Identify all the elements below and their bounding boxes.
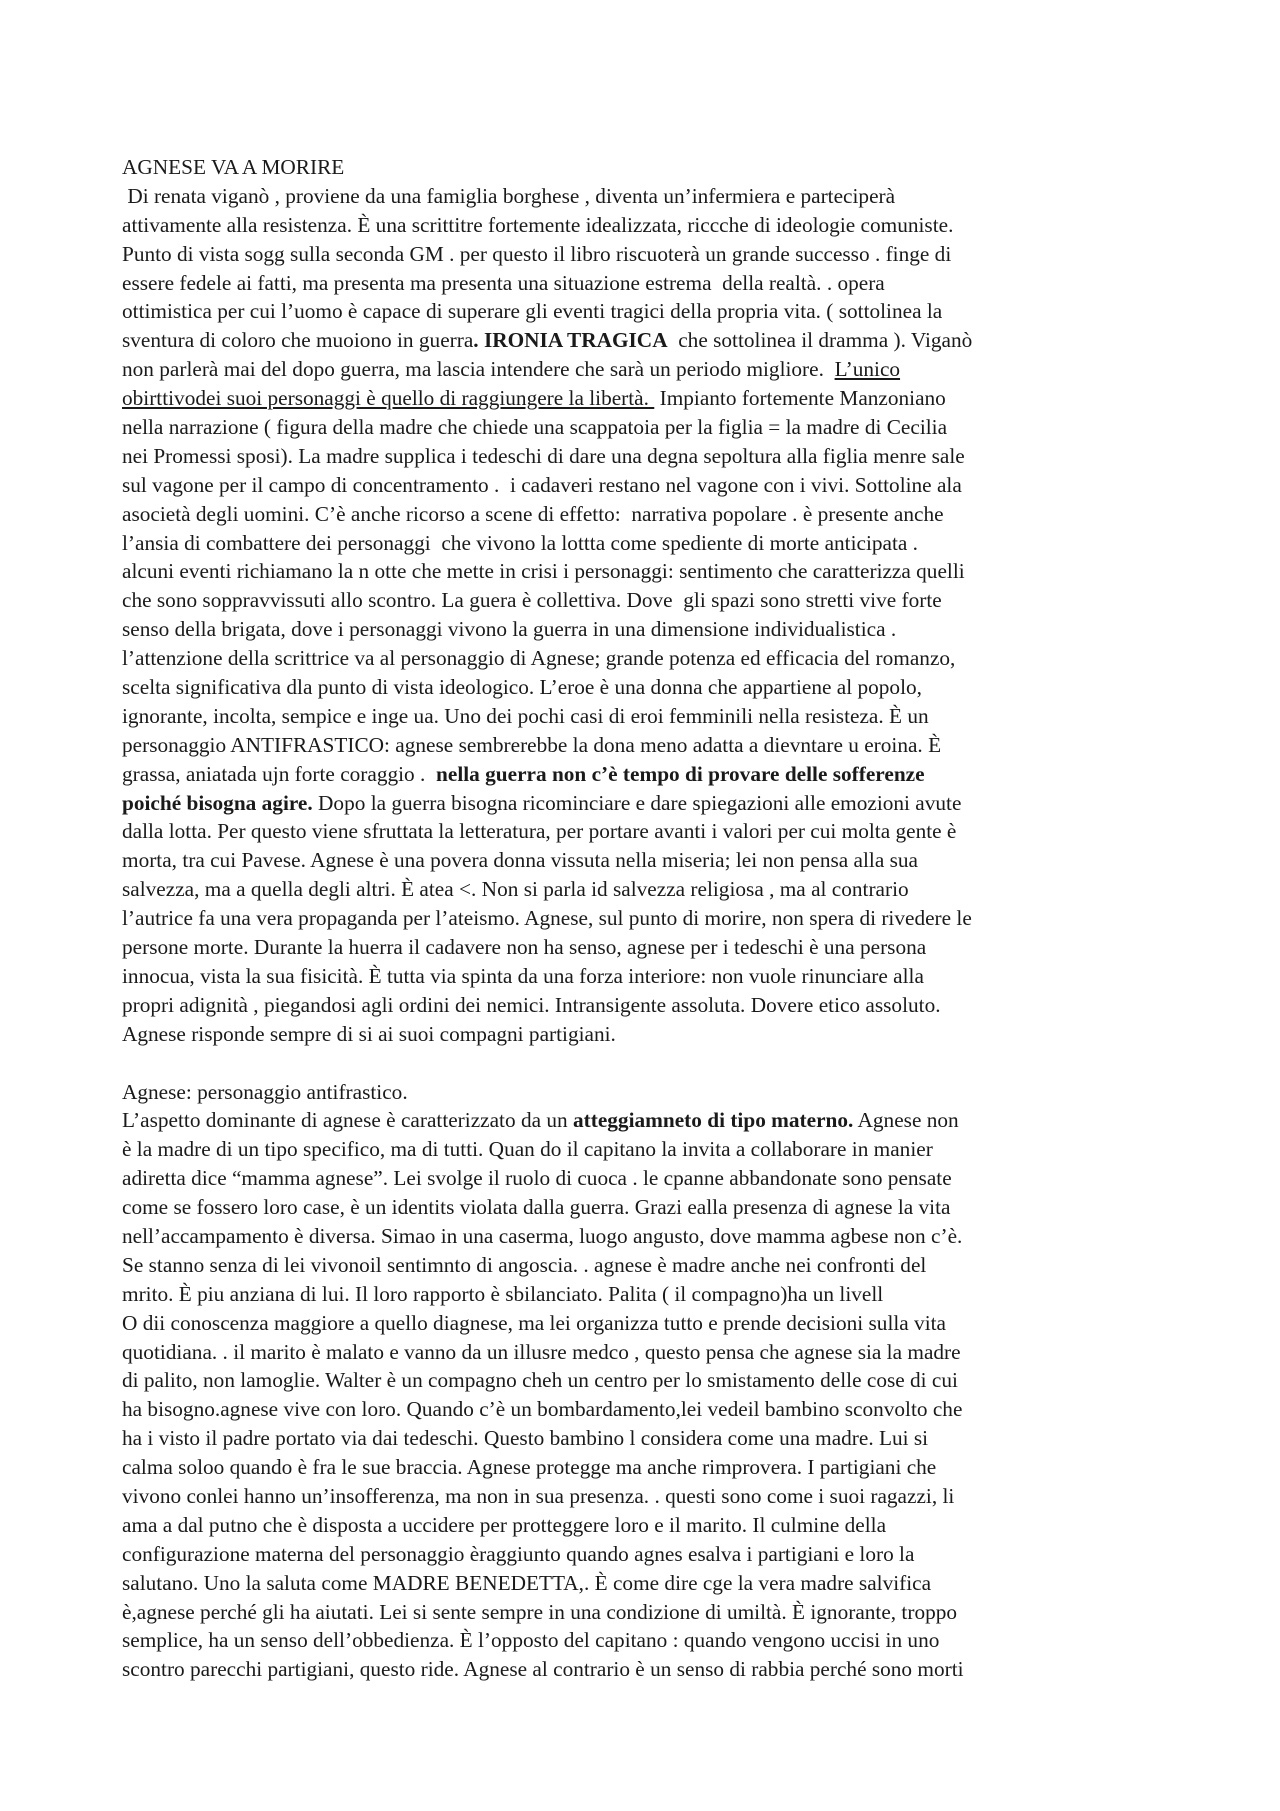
text-line: dalla lotta. Per questo viene sfruttata la letteratura, per portare avanti i valori per cui molta gente è bbox=[122, 819, 957, 844]
text-line: di palito, non lamoglie. Walter è un compagno cheh un centro per lo smistamento delle cose di cui bbox=[122, 1368, 958, 1393]
text-run: Impianto fortemente Manzoniano bbox=[654, 386, 946, 411]
document-body bbox=[122, 153, 1158, 1684]
text-run: L’aspetto dominante di agnese è caratterizzato da un bbox=[122, 1108, 573, 1133]
text-line: senso della brigata, dove i personaggi vivono la guerra in una dimensione individualistica . bbox=[122, 617, 897, 642]
text-line: scontro parecchi partigiani, questo ride. Agnese al contrario è un senso di rabbia perché sono morti bbox=[122, 1657, 964, 1682]
text-line: salvezza, ma a quella degli altri. È atea <. Non si parla id salvezza religiosa , ma al contrario bbox=[122, 877, 909, 902]
text-line: nell’accampamento è diversa. Simao in una caserma, luogo angusto, dove mamma agbese non c’è. bbox=[122, 1223, 963, 1248]
text-run: Dopo la guerra bisogna ricominciare e dare spiegazioni alle emozioni avute bbox=[312, 790, 962, 815]
text-line bbox=[122, 355, 1158, 384]
text-line: quotidiana. . il marito è malato e vanno da un illusre medco , questo pensa che agnese sia la madre bbox=[122, 1339, 961, 1364]
text-line: personaggio ANTIFRASTICO: agnese sembrerebbe la dona meno adatta a dievntare u eroina. È bbox=[122, 732, 942, 757]
text-line bbox=[122, 384, 1158, 413]
text-line: è,agnese perché gli ha aiutati. Lei si sente sempre in una condizione di umiltà. È ignorante, troppo bbox=[122, 1599, 958, 1624]
text-line: mrito. È piu anziana di lui. Il loro rapporto è sbilanciato. Palita ( il compagno)ha un livell bbox=[122, 1281, 884, 1306]
text-line: scelta significativa dla punto di vista ideologico. L’eroe è una donna che appartiene al popolo, bbox=[122, 675, 922, 700]
bold-phrase-ironia-tragica: . IRONIA TRAGICA bbox=[473, 328, 668, 353]
text-line: semplice, ha un senso dell’obbedienza. È l’opposto del capitano : quando vengono uccisi in uno bbox=[122, 1628, 940, 1653]
text-line: calma soloo quando è fra le sue braccia. Agnese protegge ma anche rimprovera. I partigiani che bbox=[122, 1455, 937, 1480]
text-line: Di renata viganò , proviene da una famiglia borghese , diventa un’infermiera e parteciperà bbox=[122, 183, 896, 208]
text-line: Agnese risponde sempre di si ai suoi compagni partigiani. bbox=[122, 1021, 616, 1046]
text-run: sventura di coloro che muoiono in guerra bbox=[122, 328, 474, 353]
text-run: non parlerà mai del dopo guerra, ma lascia intendere che sarà un periodo migliore. bbox=[122, 357, 835, 382]
text-run: Agnese non bbox=[853, 1108, 959, 1133]
text-line: alcuni eventi richiamano la n otte che mette in crisi i personaggi: sentimento che caratterizza quelli bbox=[122, 559, 965, 584]
text-line: nella narrazione ( figura della madre che chiede una scappatoia per la figlia = la madre di Cecilia bbox=[122, 415, 948, 440]
text-line: ha i visto il padre portato via dai tedeschi. Questo bambino l considera come una madre. Lui si bbox=[122, 1426, 929, 1451]
text-line: l’autrice fa una vera propaganda per l’ateismo. Agnese, sul punto di morire, non spera di rivedere le bbox=[122, 906, 972, 931]
text-line: asocietà degli uomini. C’è anche ricorso a scene di effetto: narrativa popolare . è presente anche bbox=[122, 501, 944, 526]
text-line: propri adignità , piegandosi agli ordini dei nemici. Intransigente assoluta. Dovere etico assoluto. bbox=[122, 992, 941, 1017]
text-line: Se stanno senza di lei vivonoil sentimnto di angoscia. . agnese è madre anche nei confronti del bbox=[122, 1252, 927, 1277]
section-heading: Agnese: personaggio antifrastico. bbox=[122, 1079, 408, 1104]
text-line: è la madre di un tipo specifico, ma di tutti. Quan do il capitano la invita a collaborare in manier bbox=[122, 1137, 933, 1162]
text-line: ignorante, incolta, sempice e inge ua. Uno dei pochi casi di eroi femminili nella resisteza. È un bbox=[122, 703, 929, 728]
text-line: nei Promessi sposi). La madre supplica i tedeschi di dare una degna sepoltura alla figlia menre sale bbox=[122, 443, 965, 468]
text-run: grassa, aniatada ujn forte coraggio . bbox=[122, 761, 437, 786]
text-line: ama a dal putno che è disposta a uccidere per protteggere loro e il marito. Il culmine della bbox=[122, 1512, 887, 1537]
text-line: come se fossero loro case, è un identits violata dalla guerra. Grazi ealla presenza di agnese la vita bbox=[122, 1195, 951, 1220]
text-line: persone morte. Durante la huerra il cadavere non ha senso, agnese per i tedeschi è una persona bbox=[122, 935, 927, 960]
underlined-phrase: obirttivodei suoi personaggi è quello di raggiungere la libertà. bbox=[122, 386, 655, 411]
text-line: morta, tra cui Pavese. Agnese è una povera donna vissuta nella miseria; lei non pensa alla sua bbox=[122, 848, 919, 873]
text-line: essere fedele ai fatti, ma presenta ma presenta una situazione estrema della realtà. . opera bbox=[122, 270, 885, 295]
text-line: l’attenzione della scrittrice va al personaggio di Agnese; grande potenza ed efficacia del romanzo, bbox=[122, 646, 956, 671]
text-line bbox=[122, 760, 1158, 789]
text-line: configurazione materna del personaggio èraggiunto quando agnes esalva i partigiani e loro la bbox=[122, 1541, 915, 1566]
text-line bbox=[122, 1106, 1158, 1135]
text-line: l’ansia di combattere dei personaggi che vivono la lottta come spediente di morte anticipata . bbox=[122, 530, 918, 555]
section-2 bbox=[122, 1078, 1158, 1685]
paragraph-spacer bbox=[122, 1049, 1158, 1078]
bold-phrase: poiché bisogna agire. bbox=[122, 790, 313, 815]
text-line: salutano. Uno la saluta come MADRE BENEDETTA,. È come dire cge la vera madre salvifica bbox=[122, 1570, 932, 1595]
text-line: attivamente alla resistenza. È una scrittitre fortemente idealizzata, riccche di ideologie comuniste. bbox=[122, 212, 954, 237]
text-line bbox=[122, 789, 1158, 818]
bold-phrase: nella guerra non c’è tempo di provare delle sofferenze bbox=[436, 761, 925, 786]
bold-phrase: atteggiamneto di tipo materno. bbox=[573, 1108, 854, 1133]
text-line: sul vagone per il campo di concentramento . i cadaveri restano nel vagone con i vivi. Sottoline ala bbox=[122, 472, 962, 497]
text-line: ottimistica per cui l’uomo è capace di superare gli eventi tragici della propria vita. ( sottolinea la bbox=[122, 299, 943, 324]
text-line: innocua, vista la sua fisicità. È tutta via spinta da una forza interiore: non vuole rinunciare alla bbox=[122, 963, 924, 988]
text-line: O dii conoscenza maggiore a quello diagnese, ma lei organizza tutto e prende decisioni sulla vita bbox=[122, 1310, 946, 1335]
text-line: vivono conlei hanno un’insofferenza, ma non in sua presenza. . questi sono come i suoi ragazzi, li bbox=[122, 1483, 955, 1508]
text-line: ha bisogno.agnese vive con loro. Quando c’è un bombardamento,lei vedeil bambino sconvolto che bbox=[122, 1397, 963, 1422]
text-line: Punto di vista sogg sulla seconda GM . per questo il libro riscuoterà un grande successo . finge di bbox=[122, 241, 952, 266]
text-line: che sono soppravvissuti allo scontro. La guera è collettiva. Dove gli spazi sono stretti vive forte bbox=[122, 588, 942, 613]
paragraph-1 bbox=[122, 182, 1158, 1049]
text-run: che sottolinea il dramma ). Viganò bbox=[667, 328, 973, 353]
text-line: adiretta dice “mamma agnese”. Lei svolge il ruolo di cuoca . le cpanne abbandonate sono pensate bbox=[122, 1166, 952, 1191]
text-line bbox=[122, 326, 1158, 355]
underlined-phrase: L’unico bbox=[834, 357, 901, 382]
document-title: AGNESE VA A MORIRE bbox=[122, 155, 345, 179]
